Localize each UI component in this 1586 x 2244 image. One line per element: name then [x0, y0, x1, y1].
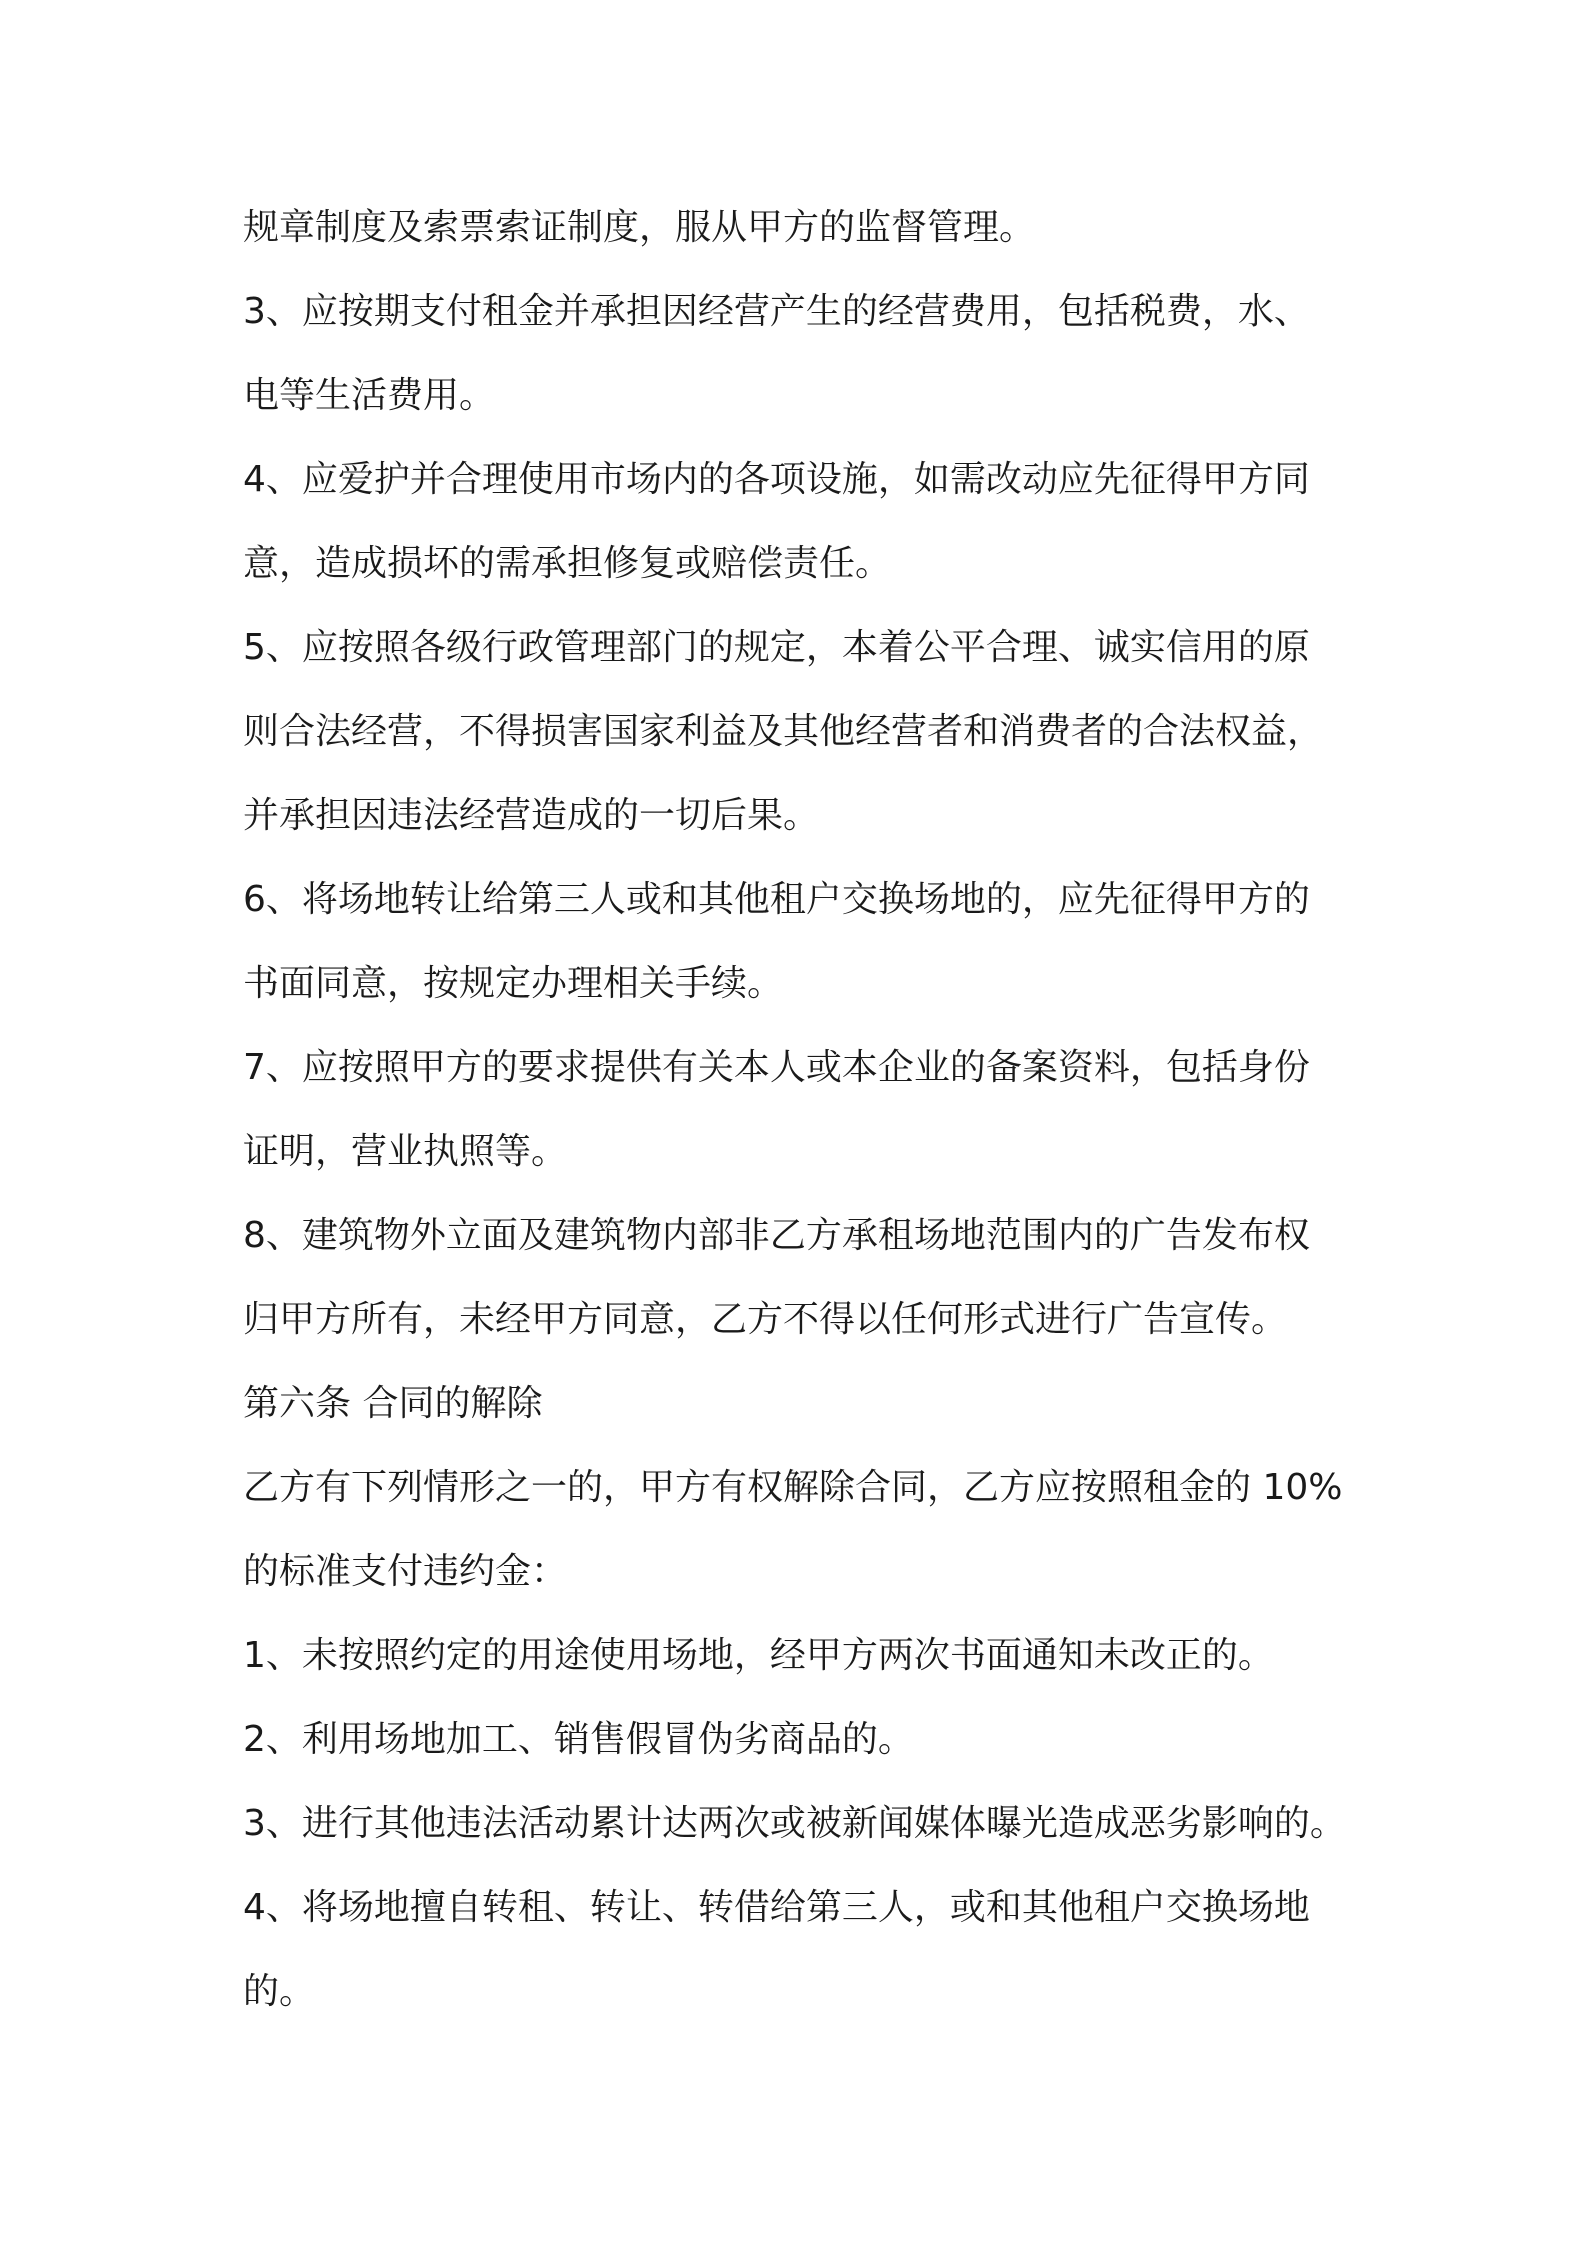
text-line: 则合法经营，不得损害国家利益及其他经营者和消费者的合法权益，	[243, 711, 1324, 752]
section-heading: 第六条 合同的解除	[243, 1383, 543, 1424]
text-line: 电等生活费用。	[243, 375, 496, 416]
clause-3: 3、应按期支付租金并承担因经营产生的经营费用，包括税费，水、	[243, 291, 1310, 332]
termination-item-3: 3、进行其他违法活动累计达两次或被新闻媒体曝光造成恶劣影响的。	[243, 1803, 1346, 1844]
clause-8: 8、建筑物外立面及建筑物内部非乙方承租场地范围内的广告发布权	[243, 1215, 1310, 1256]
text-line: 的标准支付违约金：	[243, 1551, 568, 1592]
clause-7: 7、应按照甲方的要求提供有关本人或本企业的备案资料，包括身份	[243, 1047, 1310, 1088]
termination-item-1: 1、未按照约定的用途使用场地，经甲方两次书面通知未改正的。	[243, 1635, 1274, 1676]
intro-paragraph: 乙方有下列情形之一的，甲方有权解除合同，乙方应按照租金的 10%	[243, 1467, 1343, 1508]
text-line: 并承担因违法经营造成的一切后果。	[243, 795, 820, 836]
text-line: 规章制度及索票索证制度，服从甲方的监督管理。	[243, 207, 1036, 248]
clause-6: 6、将场地转让给第三人或和其他租户交换场地的，应先征得甲方的	[243, 879, 1310, 920]
text-line: 归甲方所有，未经甲方同意，乙方不得以任何形式进行广告宣传。	[243, 1299, 1288, 1340]
clause-4: 4、应爱护并合理使用市场内的各项设施，如需改动应先征得甲方同	[243, 459, 1310, 500]
text-line: 的。	[243, 1971, 316, 2012]
clause-5: 5、应按照各级行政管理部门的规定，本着公平合理、诚实信用的原	[243, 627, 1310, 668]
termination-item-2: 2、利用场地加工、销售假冒伪劣商品的。	[243, 1719, 914, 1760]
text-line: 意，造成损坏的需承担修复或赔偿责任。	[243, 543, 892, 584]
text-line: 证明，营业执照等。	[243, 1131, 568, 1172]
text-line: 书面同意，按规定办理相关手续。	[243, 963, 784, 1004]
termination-item-4: 4、将场地擅自转租、转让、转借给第三人，或和其他租户交换场地	[243, 1887, 1310, 1928]
